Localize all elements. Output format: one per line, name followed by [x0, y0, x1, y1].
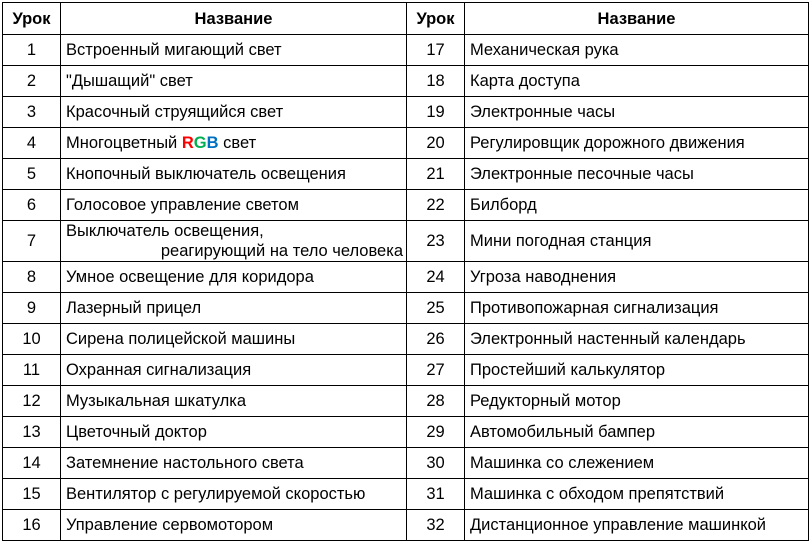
header-title-right: Название	[465, 3, 809, 35]
lesson-title: Голосовое управление светом	[61, 190, 407, 221]
lesson-title-suffix: свет	[218, 134, 257, 152]
lesson-number: 16	[3, 510, 61, 541]
lesson-number: 31	[407, 479, 465, 510]
lesson-title: Электронные песочные часы	[465, 159, 809, 190]
lesson-title: Электронный настенный календарь	[465, 324, 809, 355]
lesson-title: Затемнение настольного света	[61, 448, 407, 479]
table-row	[3, 35, 809, 66]
lesson-title: Вентилятор с регулируемой скоростью	[61, 479, 407, 510]
lesson-number: 5	[3, 159, 61, 190]
lesson-number: 28	[407, 386, 465, 417]
lesson-number: 22	[407, 190, 465, 221]
lesson-number: 17	[407, 35, 465, 66]
lesson-number: 25	[407, 293, 465, 324]
lesson-number: 10	[3, 324, 61, 355]
header-title-left: Название	[61, 3, 407, 35]
table-row	[3, 293, 809, 324]
lesson-title: "Дышащий" свет	[61, 66, 407, 97]
lesson-title: Редукторный мотор	[465, 386, 809, 417]
lesson-number: 21	[407, 159, 465, 190]
rgb-letter-r: R	[181, 134, 194, 152]
lesson-title: Машинка со слежением	[465, 448, 809, 479]
lesson-number: 32	[407, 510, 465, 541]
lesson-title	[61, 221, 407, 262]
lesson-title: Простейший калькулятор	[465, 355, 809, 386]
lesson-number: 14	[3, 448, 61, 479]
lesson-title: Кнопочный выключатель освещения	[61, 159, 407, 190]
table-row	[3, 355, 809, 386]
lesson-number: 8	[3, 262, 61, 293]
lesson-title	[61, 128, 407, 159]
lesson-title: Лазерный прицел	[61, 293, 407, 324]
rgb-letter-g: G	[193, 134, 207, 152]
rgb-letter-b: B	[206, 134, 219, 152]
table-row	[3, 386, 809, 417]
lesson-title: Дистанционное управление машинкой	[465, 510, 809, 541]
table-row	[3, 66, 809, 97]
lesson-title: Карта доступа	[465, 66, 809, 97]
lesson-title: Регулировщик дорожного движения	[465, 128, 809, 159]
lesson-number: 1	[3, 35, 61, 66]
lesson-title: Встроенный мигающий свет	[61, 35, 407, 66]
lesson-title: Сирена полицейской машины	[61, 324, 407, 355]
lesson-title: Музыкальная шкатулка	[61, 386, 407, 417]
table-row	[3, 510, 809, 541]
lesson-title: Электронные часы	[465, 97, 809, 128]
table-row	[3, 262, 809, 293]
lesson-title-line1: Выключатель освещения,	[66, 222, 264, 240]
header-lesson-left: Урок	[3, 3, 61, 35]
table-row	[3, 324, 809, 355]
lesson-title-line2: реагирующий на тело человека	[160, 242, 403, 260]
lesson-number: 27	[407, 355, 465, 386]
lesson-title: Охранная сигнализация	[61, 355, 407, 386]
lesson-number: 30	[407, 448, 465, 479]
lesson-title: Автомобильный бампер	[465, 417, 809, 448]
lesson-number: 12	[3, 386, 61, 417]
lesson-number: 24	[407, 262, 465, 293]
lesson-number: 3	[3, 97, 61, 128]
lesson-title: Умное освещение для коридора	[61, 262, 407, 293]
lessons-table	[2, 2, 809, 541]
lesson-title: Противопожарная сигнализация	[465, 293, 809, 324]
table-row	[3, 97, 809, 128]
table-row	[3, 448, 809, 479]
lesson-number: 18	[407, 66, 465, 97]
lesson-number: 7	[3, 221, 61, 262]
lesson-number: 23	[407, 221, 465, 262]
lesson-title-prefix: Многоцветный	[66, 134, 182, 152]
lesson-number: 19	[407, 97, 465, 128]
lesson-title: Угроза наводнения	[465, 262, 809, 293]
lesson-title: Цветочный доктор	[61, 417, 407, 448]
lesson-number: 20	[407, 128, 465, 159]
lesson-number: 15	[3, 479, 61, 510]
lesson-number: 2	[3, 66, 61, 97]
lesson-number: 26	[407, 324, 465, 355]
lesson-title: Билборд	[465, 190, 809, 221]
lesson-title: Механическая рука	[465, 35, 809, 66]
lesson-title: Машинка с обходом препятствий	[465, 479, 809, 510]
lesson-number: 9	[3, 293, 61, 324]
header-row	[3, 3, 809, 35]
lesson-number: 6	[3, 190, 61, 221]
table-row	[3, 128, 809, 159]
lesson-number: 29	[407, 417, 465, 448]
lesson-number: 4	[3, 128, 61, 159]
lesson-title: Красочный струящийся свет	[61, 97, 407, 128]
table-row	[3, 190, 809, 221]
lesson-number: 13	[3, 417, 61, 448]
lesson-title: Управление сервомотором	[61, 510, 407, 541]
table-row	[3, 159, 809, 190]
header-lesson-right: Урок	[407, 3, 465, 35]
table-row	[3, 417, 809, 448]
lesson-title: Мини погодная станция	[465, 221, 809, 262]
table-row	[3, 221, 809, 262]
lesson-number: 11	[3, 355, 61, 386]
table-row	[3, 479, 809, 510]
